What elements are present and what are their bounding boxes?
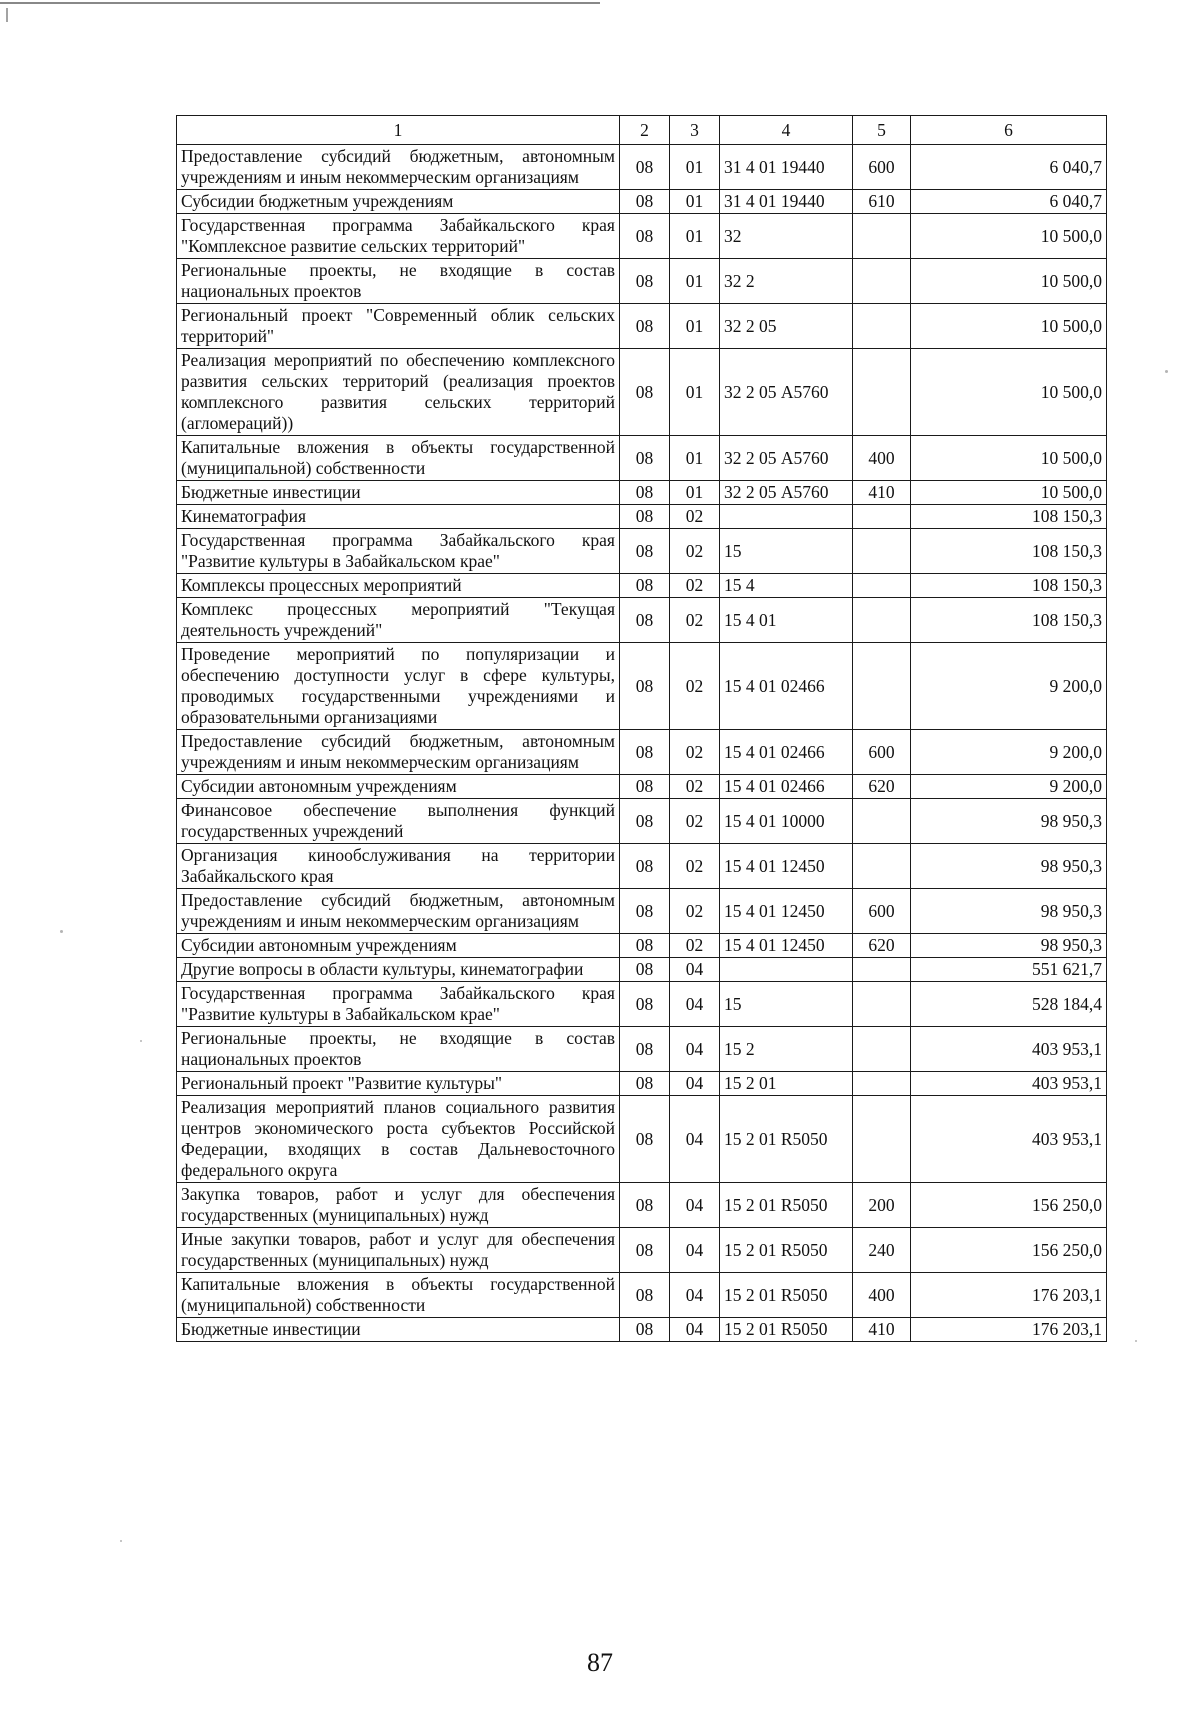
row-section-cell: 08 xyxy=(620,349,670,436)
row-name-cell: Региональный проект "Современный облик сельских территорий" xyxy=(177,304,620,349)
header-cell-name: 1 xyxy=(177,116,620,145)
row-expense-type-cell: 600 xyxy=(853,889,911,934)
row-name-cell: Другие вопросы в области культуры, кинематографии xyxy=(177,958,620,982)
row-subsection-cell: 02 xyxy=(670,799,720,844)
header-cell-expense-type: 5 xyxy=(853,116,911,145)
table-row xyxy=(177,505,1107,529)
row-expense-type-cell xyxy=(853,958,911,982)
scan-speck xyxy=(60,930,63,933)
row-expense-type-cell: 410 xyxy=(853,481,911,505)
budget-table xyxy=(176,115,1107,1342)
row-subsection-cell: 02 xyxy=(670,934,720,958)
row-subsection-cell: 04 xyxy=(670,1096,720,1183)
row-expense-type-cell xyxy=(853,643,911,730)
table-row xyxy=(177,1228,1107,1273)
row-expense-type-cell: 240 xyxy=(853,1228,911,1273)
row-expense-type-cell xyxy=(853,574,911,598)
table-row xyxy=(177,1318,1107,1342)
row-target-article-cell: 15 2 xyxy=(720,1027,853,1072)
row-section-cell: 08 xyxy=(620,190,670,214)
row-subsection-cell: 01 xyxy=(670,436,720,481)
row-amount-cell: 98 950,3 xyxy=(911,799,1107,844)
table-row xyxy=(177,1027,1107,1072)
row-target-article-cell: 15 4 01 02466 xyxy=(720,775,853,799)
row-section-cell: 08 xyxy=(620,775,670,799)
row-section-cell: 08 xyxy=(620,1183,670,1228)
row-target-article-cell: 15 2 01 R5050 xyxy=(720,1096,853,1183)
row-name-cell: Государственная программа Забайкальского края "Развитие культуры в Забайкальском крае" xyxy=(177,982,620,1027)
row-section-cell: 08 xyxy=(620,730,670,775)
scan-edge-mark xyxy=(6,8,8,22)
row-target-article-cell: 15 2 01 R5050 xyxy=(720,1273,853,1318)
row-name-cell: Региональные проекты, не входящие в состав национальных проектов xyxy=(177,259,620,304)
row-section-cell: 08 xyxy=(620,1318,670,1342)
header-cell-target-article: 4 xyxy=(720,116,853,145)
table-row xyxy=(177,1096,1107,1183)
row-target-article-cell: 15 2 01 xyxy=(720,1072,853,1096)
row-amount-cell: 156 250,0 xyxy=(911,1183,1107,1228)
row-section-cell: 08 xyxy=(620,214,670,259)
table-row xyxy=(177,481,1107,505)
table-row xyxy=(177,730,1107,775)
row-expense-type-cell xyxy=(853,1072,911,1096)
row-amount-cell: 108 150,3 xyxy=(911,598,1107,643)
row-target-article-cell: 15 2 01 R5050 xyxy=(720,1183,853,1228)
row-target-article-cell: 32 2 05 А5760 xyxy=(720,481,853,505)
row-amount-cell: 108 150,3 xyxy=(911,505,1107,529)
row-target-article-cell: 32 2 xyxy=(720,259,853,304)
table-row xyxy=(177,598,1107,643)
row-name-cell: Субсидии бюджетным учреждениям xyxy=(177,190,620,214)
row-expense-type-cell xyxy=(853,214,911,259)
row-amount-cell: 10 500,0 xyxy=(911,304,1107,349)
row-name-cell: Организация кинообслуживания на территории Забайкальского края xyxy=(177,844,620,889)
row-target-article-cell: 32 2 05 xyxy=(720,304,853,349)
table-row xyxy=(177,889,1107,934)
scan-speck xyxy=(120,1540,122,1542)
row-expense-type-cell xyxy=(853,799,911,844)
scan-speck xyxy=(140,1040,142,1042)
row-expense-type-cell xyxy=(853,1096,911,1183)
row-expense-type-cell xyxy=(853,349,911,436)
row-expense-type-cell xyxy=(853,505,911,529)
row-name-cell: Капитальные вложения в объекты государственной (муниципальной) собственности xyxy=(177,1273,620,1318)
row-amount-cell: 98 950,3 xyxy=(911,934,1107,958)
row-subsection-cell: 02 xyxy=(670,505,720,529)
row-subsection-cell: 04 xyxy=(670,1228,720,1273)
row-subsection-cell: 02 xyxy=(670,529,720,574)
row-subsection-cell: 01 xyxy=(670,304,720,349)
row-amount-cell: 176 203,1 xyxy=(911,1318,1107,1342)
row-expense-type-cell xyxy=(853,304,911,349)
row-amount-cell: 403 953,1 xyxy=(911,1027,1107,1072)
row-name-cell: Государственная программа Забайкальского края "Развитие культуры в Забайкальском крае" xyxy=(177,529,620,574)
row-subsection-cell: 01 xyxy=(670,259,720,304)
row-amount-cell: 9 200,0 xyxy=(911,730,1107,775)
row-subsection-cell: 02 xyxy=(670,775,720,799)
row-target-article-cell xyxy=(720,958,853,982)
row-name-cell: Комплексы процессных мероприятий xyxy=(177,574,620,598)
row-amount-cell: 108 150,3 xyxy=(911,529,1107,574)
scan-speck xyxy=(1135,1340,1137,1342)
row-target-article-cell: 15 4 01 12450 xyxy=(720,934,853,958)
row-target-article-cell: 15 4 01 12450 xyxy=(720,889,853,934)
table-row xyxy=(177,844,1107,889)
row-name-cell: Предоставление субсидий бюджетным, автономным учреждениям и иным некоммерческим организациям xyxy=(177,730,620,775)
row-section-cell: 08 xyxy=(620,934,670,958)
row-subsection-cell: 04 xyxy=(670,958,720,982)
row-section-cell: 08 xyxy=(620,598,670,643)
row-name-cell: Закупка товаров, работ и услуг для обеспечения государственных (муниципальных) нужд xyxy=(177,1183,620,1228)
row-amount-cell: 10 500,0 xyxy=(911,436,1107,481)
row-subsection-cell: 01 xyxy=(670,349,720,436)
row-target-article-cell: 15 4 01 12450 xyxy=(720,844,853,889)
row-expense-type-cell xyxy=(853,259,911,304)
row-expense-type-cell xyxy=(853,844,911,889)
row-target-article-cell xyxy=(720,505,853,529)
row-name-cell: Реализация мероприятий планов социального развития центров экономического роста субъектов Российской Федерации, входящих в состав Дальневосточного федерального округа xyxy=(177,1096,620,1183)
row-expense-type-cell: 600 xyxy=(853,145,911,190)
row-amount-cell: 6 040,7 xyxy=(911,145,1107,190)
row-target-article-cell: 31 4 01 19440 xyxy=(720,145,853,190)
row-subsection-cell: 01 xyxy=(670,481,720,505)
row-name-cell: Проведение мероприятий по популяризации и обеспечению доступности услуг в сфере культуры, проводимых государственными учреждениями и образовательными организациями xyxy=(177,643,620,730)
row-subsection-cell: 04 xyxy=(670,1072,720,1096)
row-section-cell: 08 xyxy=(620,574,670,598)
row-section-cell: 08 xyxy=(620,982,670,1027)
row-amount-cell: 10 500,0 xyxy=(911,214,1107,259)
row-name-cell: Бюджетные инвестиции xyxy=(177,481,620,505)
row-name-cell: Предоставление субсидий бюджетным, автономным учреждениям и иным некоммерческим организациям xyxy=(177,145,620,190)
row-expense-type-cell xyxy=(853,1027,911,1072)
row-name-cell: Финансовое обеспечение выполнения функций государственных учреждений xyxy=(177,799,620,844)
row-subsection-cell: 02 xyxy=(670,574,720,598)
row-section-cell: 08 xyxy=(620,436,670,481)
row-expense-type-cell: 200 xyxy=(853,1183,911,1228)
row-subsection-cell: 01 xyxy=(670,190,720,214)
row-subsection-cell: 02 xyxy=(670,889,720,934)
row-name-cell: Государственная программа Забайкальского края "Комплексное развитие сельских территорий" xyxy=(177,214,620,259)
row-target-article-cell: 32 2 05 А5760 xyxy=(720,436,853,481)
row-subsection-cell: 04 xyxy=(670,1318,720,1342)
row-amount-cell: 10 500,0 xyxy=(911,349,1107,436)
row-target-article-cell: 15 4 01 02466 xyxy=(720,730,853,775)
row-expense-type-cell xyxy=(853,529,911,574)
row-section-cell: 08 xyxy=(620,1027,670,1072)
table-row xyxy=(177,304,1107,349)
row-section-cell: 08 xyxy=(620,505,670,529)
row-section-cell: 08 xyxy=(620,304,670,349)
row-subsection-cell: 04 xyxy=(670,1027,720,1072)
table-row xyxy=(177,1273,1107,1318)
row-amount-cell: 9 200,0 xyxy=(911,643,1107,730)
table-row xyxy=(177,529,1107,574)
header-cell-section: 2 xyxy=(620,116,670,145)
row-section-cell: 08 xyxy=(620,259,670,304)
row-section-cell: 08 xyxy=(620,145,670,190)
row-amount-cell: 10 500,0 xyxy=(911,481,1107,505)
header-cell-subsection: 3 xyxy=(670,116,720,145)
table-header-row xyxy=(177,116,1107,145)
row-subsection-cell: 04 xyxy=(670,1183,720,1228)
row-expense-type-cell: 620 xyxy=(853,934,911,958)
row-target-article-cell: 15 xyxy=(720,529,853,574)
row-name-cell: Комплекс процессных мероприятий "Текущая деятельность учреждений" xyxy=(177,598,620,643)
row-target-article-cell: 15 2 01 R5050 xyxy=(720,1228,853,1273)
row-subsection-cell: 02 xyxy=(670,730,720,775)
row-name-cell: Бюджетные инвестиции xyxy=(177,1318,620,1342)
row-section-cell: 08 xyxy=(620,643,670,730)
table-row xyxy=(177,775,1107,799)
row-section-cell: 08 xyxy=(620,481,670,505)
table-row xyxy=(177,349,1107,436)
row-amount-cell: 108 150,3 xyxy=(911,574,1107,598)
row-target-article-cell: 31 4 01 19440 xyxy=(720,190,853,214)
row-expense-type-cell: 600 xyxy=(853,730,911,775)
row-target-article-cell: 32 2 05 А5760 xyxy=(720,349,853,436)
row-subsection-cell: 02 xyxy=(670,598,720,643)
scan-top-border xyxy=(0,2,600,4)
row-section-cell: 08 xyxy=(620,1273,670,1318)
row-expense-type-cell: 400 xyxy=(853,436,911,481)
row-name-cell: Региональные проекты, не входящие в состав национальных проектов xyxy=(177,1027,620,1072)
row-subsection-cell: 01 xyxy=(670,145,720,190)
row-subsection-cell: 01 xyxy=(670,214,720,259)
row-amount-cell: 6 040,7 xyxy=(911,190,1107,214)
row-name-cell: Реализация мероприятий по обеспечению комплексного развития сельских территорий (реализация проектов комплексного развития сельских территорий (агломераций)) xyxy=(177,349,620,436)
row-target-article-cell: 15 4 01 10000 xyxy=(720,799,853,844)
row-section-cell: 08 xyxy=(620,529,670,574)
row-amount-cell: 98 950,3 xyxy=(911,844,1107,889)
page-number: 87 xyxy=(587,1648,613,1677)
row-expense-type-cell xyxy=(853,982,911,1027)
table-row xyxy=(177,436,1107,481)
row-target-article-cell: 15 xyxy=(720,982,853,1027)
table-row xyxy=(177,799,1107,844)
row-amount-cell: 156 250,0 xyxy=(911,1228,1107,1273)
row-target-article-cell: 15 4 xyxy=(720,574,853,598)
row-name-cell: Кинематография xyxy=(177,505,620,529)
row-name-cell: Субсидии автономным учреждениям xyxy=(177,775,620,799)
row-amount-cell: 9 200,0 xyxy=(911,775,1107,799)
row-section-cell: 08 xyxy=(620,958,670,982)
row-section-cell: 08 xyxy=(620,889,670,934)
row-target-article-cell: 15 2 01 R5050 xyxy=(720,1318,853,1342)
row-subsection-cell: 02 xyxy=(670,844,720,889)
row-amount-cell: 551 621,7 xyxy=(911,958,1107,982)
row-name-cell: Региональный проект "Развитие культуры" xyxy=(177,1072,620,1096)
row-amount-cell: 10 500,0 xyxy=(911,259,1107,304)
row-expense-type-cell: 410 xyxy=(853,1318,911,1342)
row-subsection-cell: 04 xyxy=(670,1273,720,1318)
row-name-cell: Субсидии автономным учреждениям xyxy=(177,934,620,958)
row-name-cell: Иные закупки товаров, работ и услуг для обеспечения государственных (муниципальных) нужд xyxy=(177,1228,620,1273)
table-row xyxy=(177,190,1107,214)
row-expense-type-cell xyxy=(853,598,911,643)
row-expense-type-cell: 620 xyxy=(853,775,911,799)
table-row xyxy=(177,1183,1107,1228)
row-amount-cell: 403 953,1 xyxy=(911,1096,1107,1183)
table-row xyxy=(177,214,1107,259)
header-cell-amount: 6 xyxy=(911,116,1107,145)
row-name-cell: Предоставление субсидий бюджетным, автономным учреждениям и иным некоммерческим организациям xyxy=(177,889,620,934)
table-row xyxy=(177,1072,1107,1096)
row-section-cell: 08 xyxy=(620,1228,670,1273)
table-row xyxy=(177,643,1107,730)
row-subsection-cell: 04 xyxy=(670,982,720,1027)
row-expense-type-cell: 400 xyxy=(853,1273,911,1318)
row-section-cell: 08 xyxy=(620,1072,670,1096)
table-row xyxy=(177,982,1107,1027)
table-row xyxy=(177,958,1107,982)
table-row xyxy=(177,259,1107,304)
row-amount-cell: 176 203,1 xyxy=(911,1273,1107,1318)
row-subsection-cell: 02 xyxy=(670,643,720,730)
row-amount-cell: 403 953,1 xyxy=(911,1072,1107,1096)
scan-speck xyxy=(1165,370,1168,373)
row-name-cell: Капитальные вложения в объекты государственной (муниципальной) собственности xyxy=(177,436,620,481)
table-row xyxy=(177,574,1107,598)
row-section-cell: 08 xyxy=(620,1096,670,1183)
table-row xyxy=(177,145,1107,190)
row-target-article-cell: 32 xyxy=(720,214,853,259)
row-amount-cell: 528 184,4 xyxy=(911,982,1107,1027)
row-amount-cell: 98 950,3 xyxy=(911,889,1107,934)
row-target-article-cell: 15 4 01 xyxy=(720,598,853,643)
row-section-cell: 08 xyxy=(620,799,670,844)
row-expense-type-cell: 610 xyxy=(853,190,911,214)
table-row xyxy=(177,934,1107,958)
row-target-article-cell: 15 4 01 02466 xyxy=(720,643,853,730)
row-section-cell: 08 xyxy=(620,844,670,889)
